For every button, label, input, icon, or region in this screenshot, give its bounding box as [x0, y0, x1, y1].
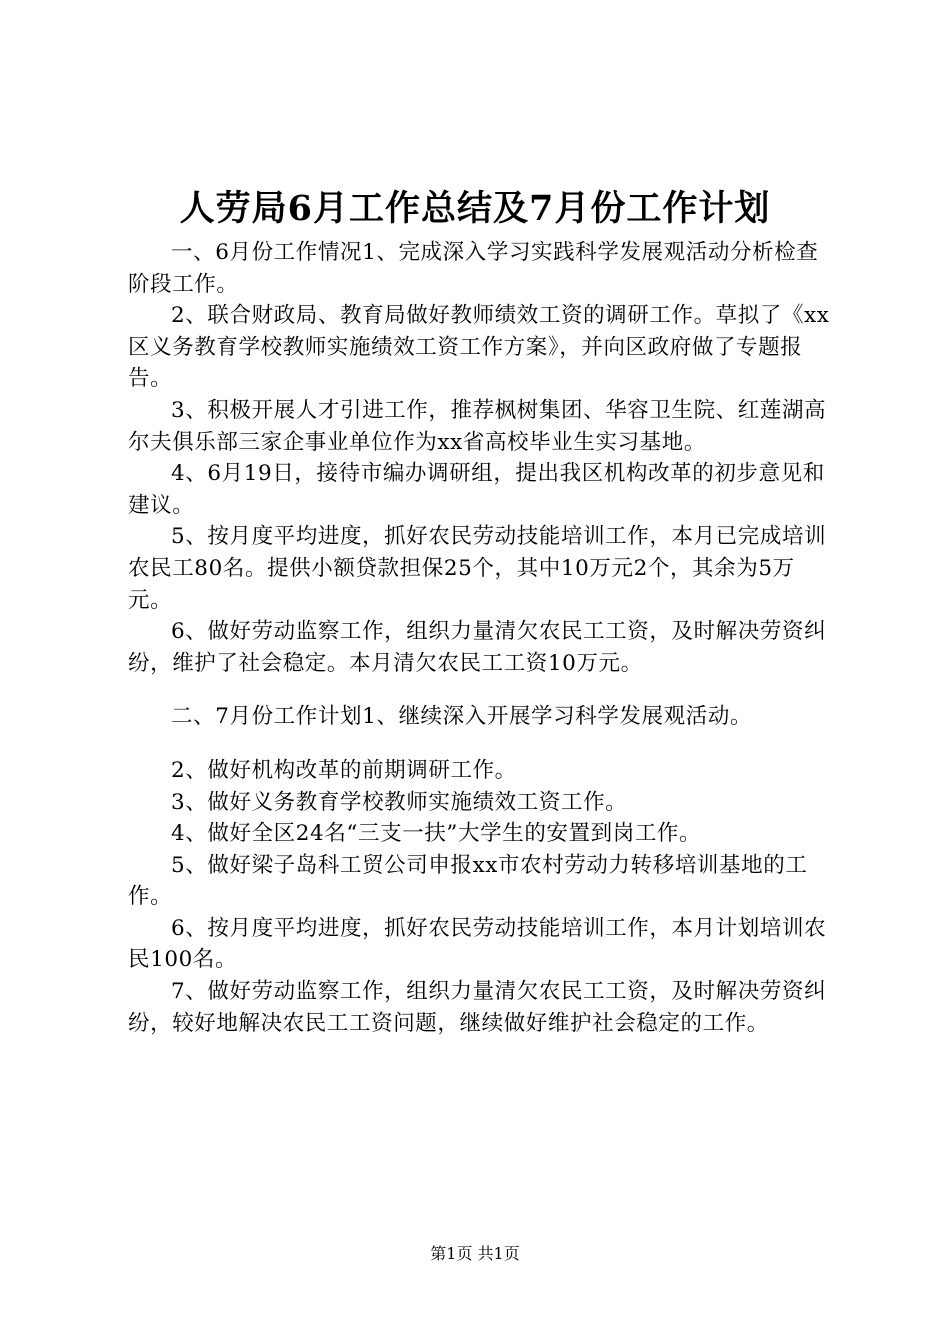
document-body [128, 237, 832, 1039]
paragraph-section-1-item-6: 6、做好劳动监察工作，组织力量清欠农民工工资，及时解决劳资纠纷，维护了社会稳定。本月清欠农民工工资10万元。 [128, 619, 827, 676]
paragraph-section-1-item-2: 2、联合财政局、教育局做好教师绩效工资的调研工作。草拟了《xx区义务教育学校教师实施绩效工资工作方案》，并向区政府做了专题报告。 [128, 303, 830, 392]
paragraph-section-2-item-5: 5、做好梁子岛科工贸公司申报xx市农村劳动力转移培训基地的工作。 [128, 852, 808, 910]
paragraph-section-1-item-4: 4、6月19日，接待市编办调研组，提出我区机构改革的初步意见和建议。 [128, 461, 825, 518]
document-title: 人劳局6月工作总结及7月份工作计划 [179, 188, 771, 229]
paragraph-section-2-item-3: 3、做好义务教育学校教师实施绩效工资工作。 [171, 789, 628, 815]
paragraph-section-1-item-5: 5、按月度平均进度，抓好农民劳动技能培训工作，本月已完成培训农民工80名。提供小额贷款担保25个，其中10万元2个，其余为5万元。 [128, 524, 827, 613]
page-number-footer: 第1页 共1页 [430, 1244, 520, 1263]
paragraph-section-2-item-2: 2、做好机构改革的前期调研工作。 [171, 757, 517, 783]
paragraph-section-1-item-3: 3、积极开展人才引进工作，推荐枫树集团、华容卫生院、红莲湖高尔夫俱乐部三家企事业单位作为xx省高校毕业生实习基地。 [128, 397, 827, 455]
paragraph-section-2-item-6: 6、按月度平均进度，抓好农民劳动技能培训工作，本月计划培训农民100名。 [128, 915, 827, 973]
paragraph-section-2-item-1: 二、7月份工作计划1、继续深入开展学习科学发展观活动。 [171, 704, 753, 730]
paragraph-section-1-item-1: 一、6月份工作情况1、完成深入学习实践科学发展观活动分析检查阶段工作。 [128, 240, 819, 297]
paragraph-section-2-item-4: 4、做好全区24名“三支一扶”大学生的安置到岗工作。 [171, 821, 702, 847]
paragraph-section-2-item-7: 7、做好劳动监察工作，组织力量清欠农民工工资，及时解决劳资纠纷，较好地解决农民工工资问题，继续做好维护社会稳定的工作。 [128, 979, 827, 1036]
